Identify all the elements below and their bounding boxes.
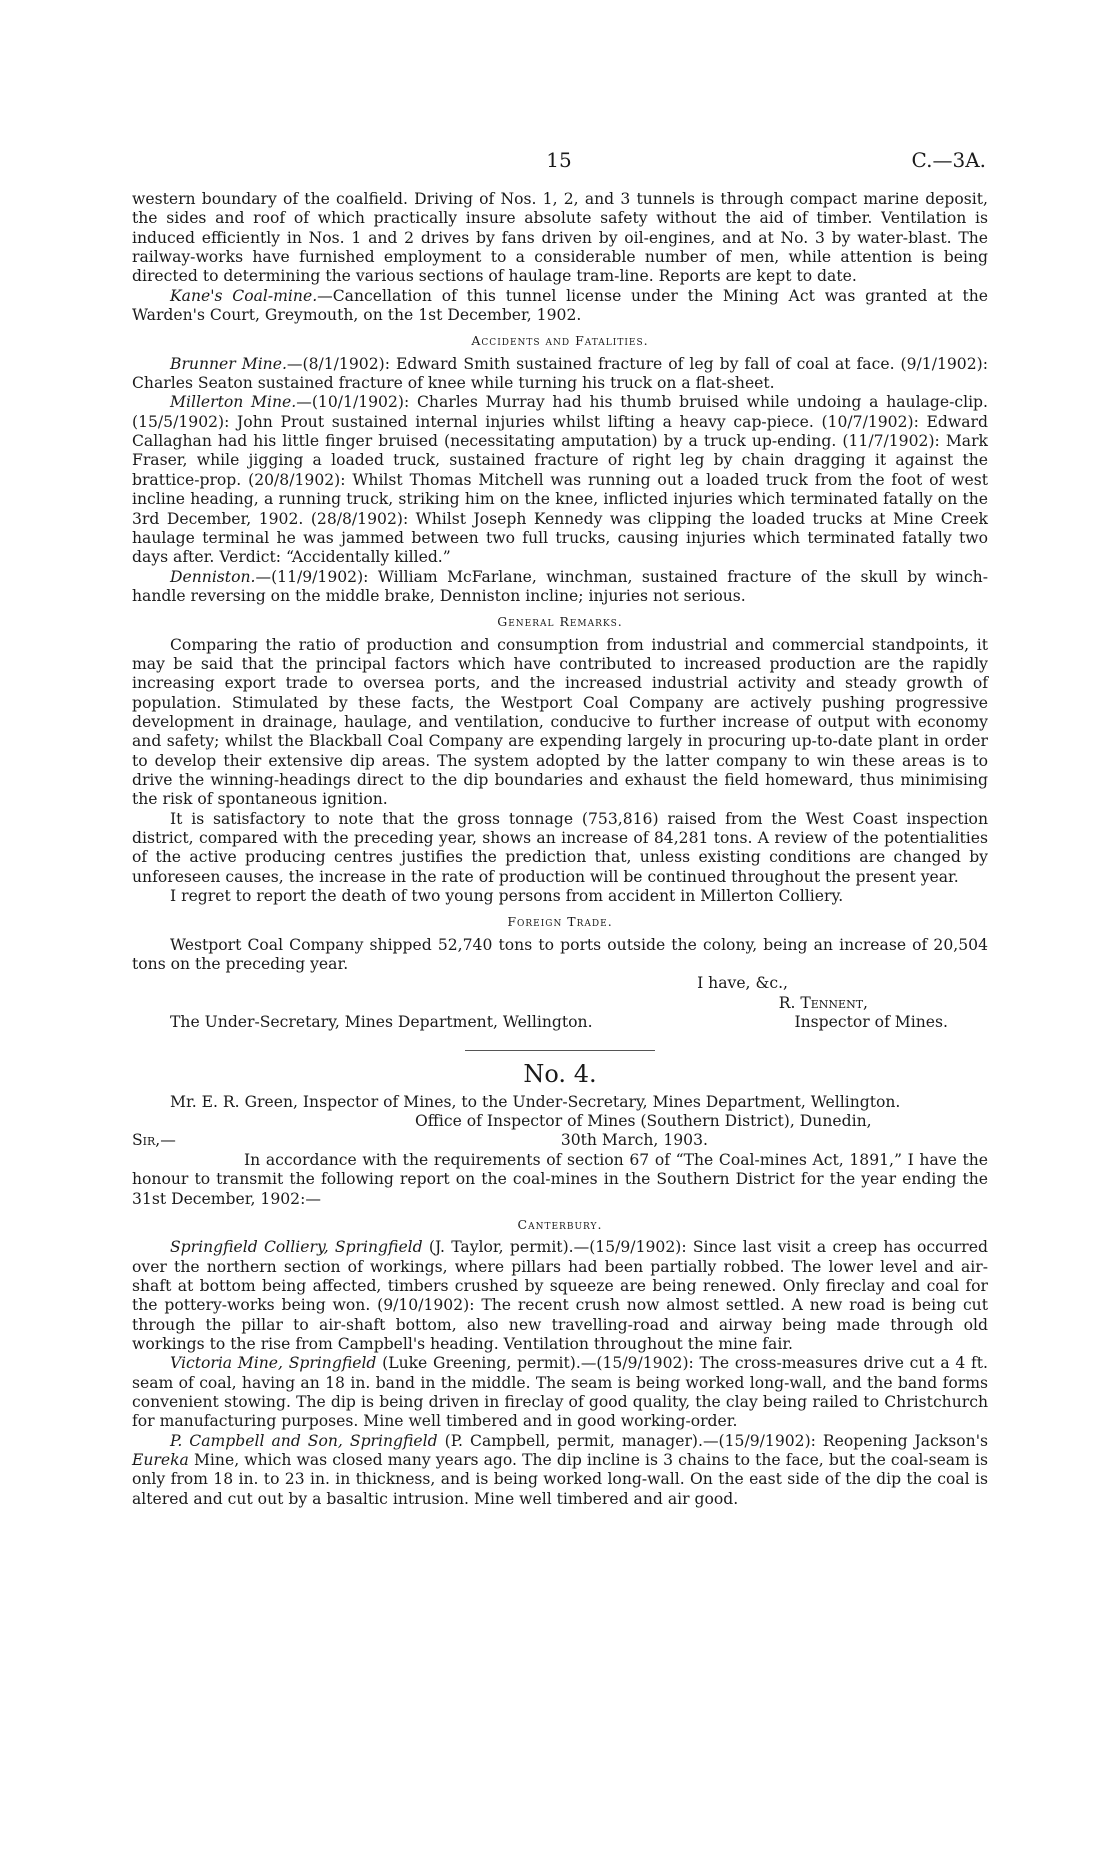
- letter-heading: Mr. E. R. Green, Inspector of Mines, to the Under-Secretary, Mines Department, Wellington.: [170, 1092, 901, 1111]
- closing-signature: R. Tennent,: [778, 993, 868, 1012]
- paragraph-denniston: [132, 568, 988, 607]
- eureka-name: Eureka: [132, 1450, 189, 1469]
- body-text: [132, 190, 988, 1509]
- general-remarks-heading: General Remarks.: [497, 614, 623, 630]
- foreign-trade-heading: Foreign Trade.: [507, 914, 613, 930]
- victoria-name: Victoria Mine, Springfield: [170, 1354, 377, 1373]
- letter-date: 30th March, 1903.: [560, 1131, 708, 1150]
- victoria-text: (Luke Greening, permit).—(15/9/1902): The cross-measures drive cut a 4 ft. seam of coal, having an 18 in. band in the middle. The seam is being worked long-wall, and the band forms convenient stowing. The dip is being driven in fireclay of good quality, the clay being railed to Christchurch for manufacturing purposes. Mine well timbered and in good working-order.: [132, 1354, 988, 1431]
- brunner-text: —(8/1/1902): Edward Smith sustained fracture of leg by fall of coal at face. (9/1/1902): Charles Seaton sustained fracture of knee while turning his truck on a flat-sheet.: [132, 354, 988, 393]
- springfield-text: (J. Taylor, permit).—(15/9/1902): Since last visit a creep has occurred over the northern section of workings, where pillars had been partially robbed. The lower level and air-shaft at bottom being affected, timbers crushed by squeeze are being renewed. Only fireclay and coal for the pottery-works being won. (9/10/1902): The recent crush now almost settled. A new road is being cut through the pillar to air-shaft bottom, also new travelling-road and airway being made through old workings to the rise from Campbell's heading. Ventilation throughout the mine fair.: [132, 1238, 988, 1353]
- document-reference: C.—3A.: [911, 148, 986, 172]
- springfield-name: Springfield Colliery, Springfield: [170, 1238, 423, 1257]
- paragraph-intro: In accordance with the requirements of section 67 of “The Coal-mines Act, 1891,” I have the honour to transmit the following report on the coal-mines in the Southern District for the year ending the 31st December, 1902:—: [132, 1150, 988, 1208]
- millerton-name: Millerton Mine.: [170, 393, 297, 412]
- denniston-text: —(11/9/1902): William McFarlane, winchman, sustained fracture of the skull by winch-handle reversing on the middle brake, Denniston incline; injuries not serious.: [132, 567, 988, 605]
- section-divider: [465, 1050, 655, 1051]
- denniston-name: Denniston.: [170, 567, 256, 586]
- accidents-heading: Accidents and Fatalities.: [471, 333, 649, 349]
- page-header: [132, 148, 986, 178]
- campbell-name: P. Campbell and Son, Springfield: [170, 1431, 438, 1450]
- office-line: Office of Inspector of Mines (Southern District), Dunedin,: [415, 1112, 872, 1131]
- paragraph-general-2: It is satisfactory to note that the gross tonnage (753,816) raised from the West Coast inspection district, compared with the preceding year, shows an increase of 84,281 tons. A review of the potentialities of the active producing centres justifies the prediction that, unless existing conditions are changed by unforeseen causes, the increase in the rate of production will be continued throughout the present year.: [132, 809, 988, 886]
- paragraph-springfield: [132, 1238, 988, 1354]
- paragraph-millerton: [132, 393, 988, 567]
- paragraph-victoria: [132, 1354, 988, 1431]
- paragraph-kanes: [132, 287, 988, 326]
- paragraph-campbell: [132, 1432, 988, 1509]
- brunner-name: Brunner Mine.: [170, 354, 287, 373]
- closing-addressee: The Under-Secretary, Mines Department, Wellington.: [170, 1013, 593, 1032]
- salutation: Sir,—: [132, 1131, 176, 1150]
- paragraph-brunner: [132, 355, 988, 394]
- closing-have: I have, &c.,: [697, 974, 788, 993]
- page-number: 15: [546, 148, 572, 172]
- campbell-text-a: (P. Campbell, permit, manager).—(15/9/1902): Reopening Jackson's: [437, 1431, 989, 1450]
- closing-row: [132, 1013, 988, 1032]
- campbell-text-b: Mine, which was closed many years ago. The dip incline is 3 chains to the face, but the coal-seam is only from 18 in. to 23 in. in thickness, and is being worked long-wall. On the east side of the dip the coal is altered and cut out by a basaltic intrusion. Mine well timbered and air good.: [132, 1450, 988, 1508]
- closing-title: Inspector of Mines.: [794, 1013, 948, 1032]
- paragraph-coalfield: western boundary of the coalfield. Driving of Nos. 1, 2, and 3 tunnels is through compact marine deposit, the sides and roof of which practically insure absolute safety without the aid of timber. Ventilation is induced efficiently in Nos. 1 and 2 drives by fans driven by oil-engines, and at No. 3 by water-blast. The railway-works have furnished employment to a considerable number of men, while attention is being directed to determining the various sections of haulage tram-line. Reports are kept to date.: [132, 190, 988, 286]
- paragraph-general-1: Comparing the ratio of production and consumption from industrial and commercial standpoints, it may be said that the principal factors which have contributed to increased production are the rapidly increasing export trade to oversea ports, and the increased industrial activity and steady growth of population. Stimulated by these facts, the Westport Coal Company are actively pushing progressive development in drainage, haulage, and ventilation, conducive to further increase of output with economy and safety; whilst the Blackball Coal Company are expending largely in procuring up-to-date plant in order to develop their extensive dip areas. The system adopted by the latter company to win these areas is to drive the winning-headings direct to the dip boundaries and exhaust the field homeward, thus minimising the risk of spontaneous ignition.: [132, 635, 988, 809]
- kanes-text: —Cancellation of this tunnel license under the Mining Act was granted at the Warden's Court, Greymouth, on the 1st December, 1902.: [132, 286, 988, 325]
- canterbury-heading: Canterbury.: [517, 1216, 603, 1232]
- section-number: No. 4.: [523, 1060, 597, 1089]
- millerton-text: —(10/1/1902): Charles Murray had his thumb bruised while undoing a haulage-clip. (15/5/1902): John Prout sustained internal injuries whilst lifting a heavy cap-piece. (10/7/1902): Edward Callaghan had his little finger bruised (necessitating amputation) by a truck up-ending. (11/7/1902): Mark Fraser, while jigging a loaded truck, sustained fracture of right leg by chain dragging it against the brattice-prop. (20/8/1902): Whilst Thomas Mitchell was running out a loaded truck from the foot of west incline heading, a running truck, striking him on the knee, inflicted injuries which terminated fatally on the 3rd December, 1902. (28/8/1902): Whilst Joseph Kennedy was clipping the loaded trucks at Mine Creek haulage terminal he was jammed between two full trucks, causing injuries which terminated fatally two days after. Verdict: “Accidentally killed.”: [132, 393, 988, 567]
- salutation-row: [132, 1131, 988, 1150]
- paragraph-foreign-trade: Westport Coal Company shipped 52,740 tons to ports outside the colony, being an increase of 20,504 tons on the preceding year.: [132, 935, 988, 974]
- kanes-name: Kane's Coal-mine.: [170, 286, 318, 305]
- paragraph-general-3: I regret to report the death of two young persons from accident in Millerton Colliery.: [170, 887, 844, 906]
